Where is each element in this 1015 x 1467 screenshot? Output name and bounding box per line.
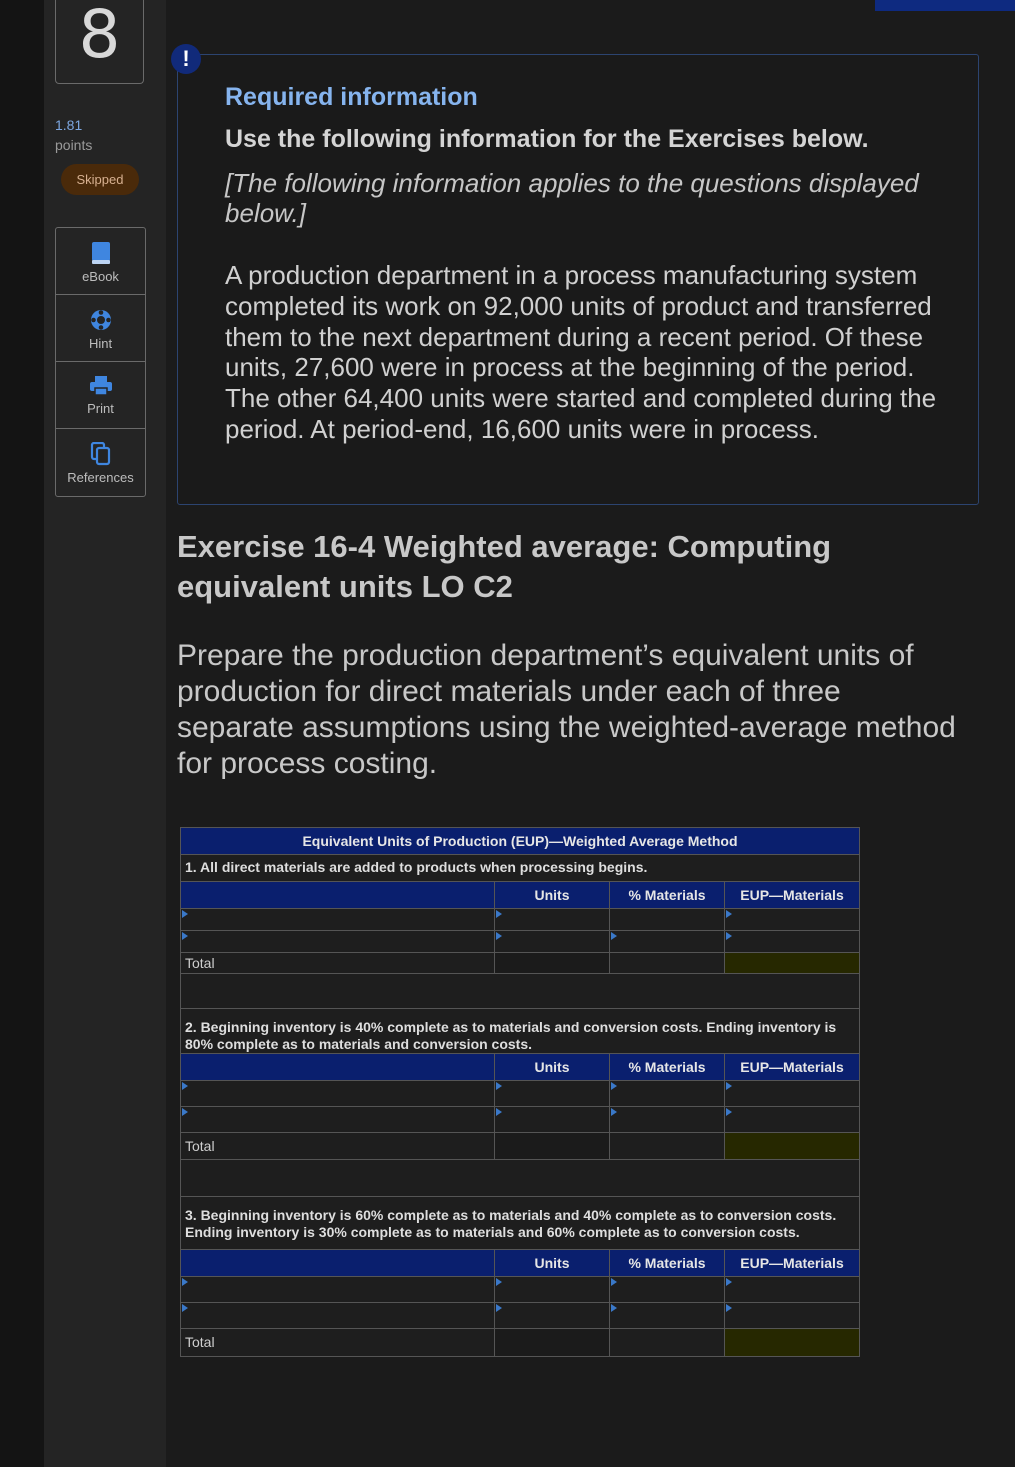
label-dropdown[interactable] [181, 1081, 494, 1106]
eup-table [180, 827, 860, 1357]
dropdown-arrow-icon [182, 1108, 188, 1116]
header-pct-materials: % Materials [609, 882, 724, 908]
book-icon [90, 241, 112, 265]
dropdown-arrow-icon [182, 1082, 188, 1090]
info-paragraph: A production department in a process manufacturing system completed its work on 92,000 units of product and transferred them to the next department during a recent period. Of these units, 27,600 were in process at the beginning of the period. The other 64,400 units were started and completed during the period. At period-end, 16,600 units were in process. [225, 260, 937, 444]
header-eup-materials: EUP—Materials [724, 882, 859, 908]
total-label: Total [181, 1329, 494, 1356]
exercise-prompt [177, 638, 1015, 782]
dropdown-arrow-icon [182, 932, 188, 940]
info-subheading: Use the following information for the Exercises below. [225, 125, 869, 153]
units-input[interactable] [494, 909, 609, 930]
eup-input[interactable] [724, 1107, 859, 1132]
dropdown-arrow-icon [726, 910, 732, 918]
tool-label: Print [87, 401, 114, 416]
dropdown-arrow-icon [496, 1304, 502, 1312]
eup-total-input[interactable] [724, 1133, 859, 1159]
dropdown-arrow-icon [726, 1278, 732, 1286]
header-pct-materials: % Materials [609, 1054, 724, 1080]
header-pct-materials: % Materials [609, 1250, 724, 1276]
pct-total [609, 1133, 724, 1159]
print-button[interactable] [56, 362, 145, 429]
status-badge: Skipped [61, 164, 139, 195]
printer-icon [89, 375, 113, 397]
section-spacer [181, 974, 859, 1009]
dropdown-arrow-icon [496, 932, 502, 940]
label-dropdown[interactable] [181, 931, 494, 952]
eup-input[interactable] [724, 1277, 859, 1302]
label-dropdown[interactable] [181, 1107, 494, 1132]
dropdown-arrow-icon [726, 1108, 732, 1116]
info-note: [The following information applies to the questions displayed below.] [225, 168, 919, 228]
tools-panel [55, 227, 146, 497]
pct-input[interactable] [609, 1277, 724, 1302]
units-total [494, 1133, 609, 1159]
header-units: Units [494, 1054, 609, 1080]
dropdown-arrow-icon [611, 1278, 617, 1286]
left-edge-bar [0, 0, 44, 1467]
pct-input[interactable] [609, 1303, 724, 1328]
dropdown-arrow-icon [726, 1082, 732, 1090]
hint-button[interactable] [56, 295, 145, 362]
dropdown-arrow-icon [496, 910, 502, 918]
pct-total [609, 953, 724, 973]
label-dropdown[interactable] [181, 909, 494, 930]
question-sidebar [44, 0, 166, 1467]
total-row [181, 1133, 859, 1160]
pct-input[interactable] [609, 931, 724, 952]
prompt-line: Prepare the production department’s equivalent units of [177, 639, 914, 672]
dropdown-arrow-icon [726, 932, 732, 940]
eup-input[interactable] [724, 1303, 859, 1328]
dropdown-arrow-icon [182, 1278, 188, 1286]
required-information-box [177, 54, 979, 505]
tool-label: References [67, 470, 134, 485]
dropdown-arrow-icon [496, 1278, 502, 1286]
section-1-description: 1. All direct materials are added to products when processing begins. [181, 855, 859, 882]
table-row [181, 1277, 859, 1303]
table-row [181, 1081, 859, 1107]
header-units: Units [494, 882, 609, 908]
eup-total-input[interactable] [724, 1329, 859, 1356]
tool-label: eBook [82, 269, 119, 284]
units-total [494, 1329, 609, 1356]
prompt-line: production for direct materials under each of three [177, 675, 841, 708]
references-button[interactable] [56, 429, 145, 496]
total-label: Total [181, 953, 494, 973]
tool-label: Hint [88, 336, 113, 351]
units-total [494, 953, 609, 973]
label-dropdown[interactable] [181, 1303, 494, 1328]
units-input[interactable] [494, 1081, 609, 1106]
eup-input[interactable] [724, 1081, 859, 1106]
required-info-heading: Required information [225, 83, 478, 111]
header-blank [181, 882, 494, 908]
eup-input[interactable] [724, 909, 859, 930]
pct-total [609, 1329, 724, 1356]
pct-input[interactable] [609, 909, 724, 930]
prompt-line: for process costing. [177, 747, 438, 780]
table-row [181, 909, 859, 931]
dropdown-arrow-icon [611, 1304, 617, 1312]
table-row [181, 1303, 859, 1329]
points-value: 1.81 [55, 117, 83, 133]
total-row [181, 1329, 859, 1356]
dropdown-arrow-icon [611, 1108, 617, 1116]
section-spacer [181, 1160, 859, 1197]
units-input[interactable] [494, 931, 609, 952]
dropdown-arrow-icon [496, 1108, 502, 1116]
dropdown-arrow-icon [182, 910, 188, 918]
eup-input[interactable] [724, 931, 859, 952]
dropdown-arrow-icon [611, 932, 617, 940]
units-input[interactable] [494, 1303, 609, 1328]
units-input[interactable] [494, 1107, 609, 1132]
header-units: Units [494, 1250, 609, 1276]
dropdown-arrow-icon [182, 1304, 188, 1312]
question-number: 8 [55, 0, 144, 84]
table-row [181, 931, 859, 953]
section-2-description: 2. Beginning inventory is 40% complete as to materials and conversion costs. Ending inventory is 80% complete as to materials and conversion costs. [181, 1009, 859, 1054]
section-1-header [181, 882, 859, 909]
points-label: points [55, 137, 93, 153]
lifebuoy-icon [89, 308, 113, 332]
pct-input[interactable] [609, 1107, 724, 1132]
ebook-button[interactable] [56, 228, 145, 295]
total-label: Total [181, 1133, 494, 1159]
header-eup-materials: EUP—Materials [724, 1250, 859, 1276]
total-row [181, 953, 859, 974]
header-blank [181, 1250, 494, 1276]
units-input[interactable] [494, 1277, 609, 1302]
table-row [181, 1107, 859, 1133]
exercise-title: Exercise 16-4 Weighted average: Computing equivalent units LO C2 [177, 529, 832, 604]
label-dropdown[interactable] [181, 1277, 494, 1302]
alert-icon: ! [171, 44, 201, 74]
table-title: Equivalent Units of Production (EUP)—Weighted Average Method [181, 828, 859, 855]
eup-total-input[interactable] [724, 953, 859, 973]
pct-input[interactable] [609, 1081, 724, 1106]
dropdown-arrow-icon [726, 1304, 732, 1312]
copy-icon [90, 442, 112, 466]
points-display [55, 115, 92, 155]
dropdown-arrow-icon [496, 1082, 502, 1090]
section-3-description: 3. Beginning inventory is 60% complete as to materials and 40% complete as to conversion costs. Ending inventory is 30% complete as to materials and 60% complete as to conversion costs. [181, 1197, 859, 1250]
header-blank [181, 1054, 494, 1080]
dropdown-arrow-icon [611, 1082, 617, 1090]
section-2-header [181, 1054, 859, 1081]
prompt-line: separate assumptions using the weighted-average method [177, 711, 956, 744]
section-3-header [181, 1250, 859, 1277]
header-eup-materials: EUP—Materials [724, 1054, 859, 1080]
top-action-button[interactable] [875, 0, 1015, 11]
